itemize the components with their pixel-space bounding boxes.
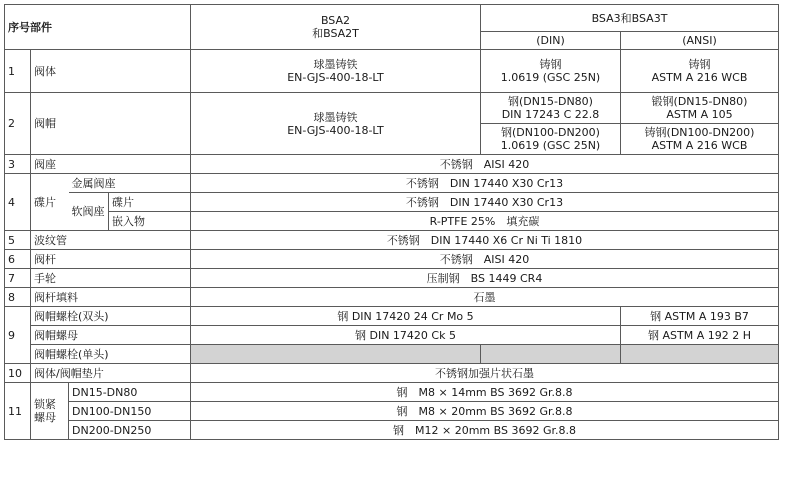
- disc-label: 碟片: [109, 193, 191, 212]
- material-value: 石墨: [191, 288, 779, 307]
- disc-value: 不锈钢 DIN 17440 X30 Cr13: [191, 193, 779, 212]
- table-row: [5, 364, 779, 383]
- ansi-material-line1: 铸钢(DN100-DN200): [644, 126, 755, 139]
- insert-label: 嵌入物: [109, 212, 191, 231]
- part-name: 阀杆: [31, 250, 191, 269]
- table-row: [5, 269, 779, 288]
- din-material-line1: 钢(DN100-DN200): [501, 126, 600, 139]
- header-din: (DIN): [481, 32, 621, 50]
- row-number: 8: [5, 288, 31, 307]
- row-number: 5: [5, 231, 31, 250]
- row-number: 1: [5, 50, 31, 93]
- part-name-line2: 螺母: [34, 411, 56, 424]
- part-name-line1: 锁紧: [34, 398, 56, 411]
- table-row: [5, 231, 779, 250]
- size-label: DN15-DN80: [69, 383, 191, 402]
- bolt-double-din: 钢 DIN 17420 24 Cr Mo 5: [191, 307, 621, 326]
- din-material-line2: 1.0619 (GSC 25N): [500, 71, 601, 84]
- row-number: 2: [5, 93, 31, 155]
- part-name: 阀帽: [31, 93, 191, 155]
- part-name: [31, 383, 69, 440]
- insert-value: R-PTFE 25% 填充碳: [191, 212, 779, 231]
- bsa2-material-line1: 球墨铸铁: [313, 58, 358, 71]
- bolt-double-label: 阀帽螺栓(双头): [31, 307, 191, 326]
- row-number: 9: [5, 307, 31, 364]
- table-row: [5, 326, 779, 345]
- header-row: [5, 5, 779, 32]
- bsa2-empty-cell: [191, 345, 481, 364]
- bolt-single-label: 阀帽螺栓(单头): [31, 345, 191, 364]
- header-bsa2-line1: BSA2: [320, 14, 351, 27]
- table-row: [5, 212, 779, 231]
- ansi-material-line1: 锻钢(DN15-DN80): [651, 95, 748, 108]
- material-value: 不锈钢 DIN 17440 X6 Cr Ni Ti 1810: [191, 231, 779, 250]
- material-value: 钢 M8 × 20mm BS 3692 Gr.8.8: [191, 402, 779, 421]
- din-material: [481, 50, 621, 93]
- part-name: 阀座: [31, 155, 191, 174]
- din-material-line1: 铸钢: [539, 58, 562, 71]
- table-row: [5, 383, 779, 402]
- metal-seat-value: 不锈钢 DIN 17440 X30 Cr13: [191, 174, 779, 193]
- table-row: [5, 345, 779, 364]
- bsa2-material: [191, 50, 481, 93]
- header-ansi: (ANSI): [621, 32, 779, 50]
- nut-ansi: 钢 ASTM A 192 2 H: [621, 326, 779, 345]
- table-row: [5, 93, 779, 124]
- din-material-small: [481, 93, 621, 124]
- table-row: [5, 288, 779, 307]
- table-row: [5, 402, 779, 421]
- part-name: 阀体/阀帽垫片: [31, 364, 191, 383]
- bsa2-material-line1: 球墨铸铁: [313, 110, 358, 124]
- table-row: [5, 250, 779, 269]
- bolt-double-ansi: 钢 ASTM A 193 B7: [621, 307, 779, 326]
- row-number: 3: [5, 155, 31, 174]
- ansi-material-line2: ASTM A 216 WCB: [651, 139, 748, 152]
- din-material-line2: 1.0619 (GSC 25N): [500, 139, 601, 152]
- nut-din: 钢 DIN 17420 Ck 5: [191, 326, 621, 345]
- ansi-material-line2: ASTM A 216 WCB: [651, 71, 748, 84]
- ansi-material: [621, 50, 779, 93]
- size-label: DN100-DN150: [69, 402, 191, 421]
- row-number: 10: [5, 364, 31, 383]
- material-value: 不锈钢 AISI 420: [191, 250, 779, 269]
- header-bsa3: BSA3和BSA3T: [481, 5, 779, 32]
- part-name: 阀体: [31, 50, 191, 93]
- din-empty-cell: [481, 345, 621, 364]
- table-row: [5, 421, 779, 440]
- din-material-line2: DIN 17243 C 22.8: [501, 108, 600, 121]
- bsa2-material: [191, 93, 481, 155]
- part-name: 阀杆填料: [31, 288, 191, 307]
- table-row: [5, 50, 779, 93]
- material-value: 钢 M8 × 14mm BS 3692 Gr.8.8: [191, 383, 779, 402]
- metal-seat-label: 金属阀座: [69, 174, 191, 193]
- bsa2-material-line2: EN-GJS-400-18-LT: [287, 71, 384, 84]
- table-row: [5, 307, 779, 326]
- header-bsa2: [191, 5, 481, 50]
- table-row: [5, 193, 779, 212]
- row-number: 4: [5, 174, 31, 231]
- row-number: 11: [5, 383, 31, 440]
- part-name: 波纹管: [31, 231, 191, 250]
- ansi-material-small: [621, 93, 779, 124]
- din-material-line1: 钢(DN15-DN80): [508, 95, 593, 108]
- part-name: 手轮: [31, 269, 191, 288]
- din-material-large: [481, 124, 621, 155]
- row-number: 7: [5, 269, 31, 288]
- row-number: 6: [5, 250, 31, 269]
- ansi-empty-cell: [621, 345, 779, 364]
- material-value: 钢 M12 × 20mm BS 3692 Gr.8.8: [191, 421, 779, 440]
- ansi-material-line1: 铸钢: [688, 58, 711, 71]
- size-label: DN200-DN250: [69, 421, 191, 440]
- material-value: 不锈钢加强片状石墨: [191, 364, 779, 383]
- table-row: [5, 174, 779, 193]
- materials-spec-table: [4, 4, 779, 440]
- header-bsa2-line2: 和BSA2T: [312, 27, 359, 40]
- table-row: [5, 155, 779, 174]
- ansi-material-large: [621, 124, 779, 155]
- part-name: 碟片: [31, 174, 69, 231]
- bsa2-material-line2: EN-GJS-400-18-LT: [287, 123, 384, 137]
- material-value: 不锈钢 AISI 420: [191, 155, 779, 174]
- material-value: 压制钢 BS 1449 CR4: [191, 269, 779, 288]
- nut-label: 阀帽螺母: [31, 326, 191, 345]
- header-col-label: 序号部件: [5, 5, 191, 50]
- ansi-material-line2: ASTM A 105: [666, 108, 733, 121]
- soft-seat-label: 软阀座: [69, 193, 109, 231]
